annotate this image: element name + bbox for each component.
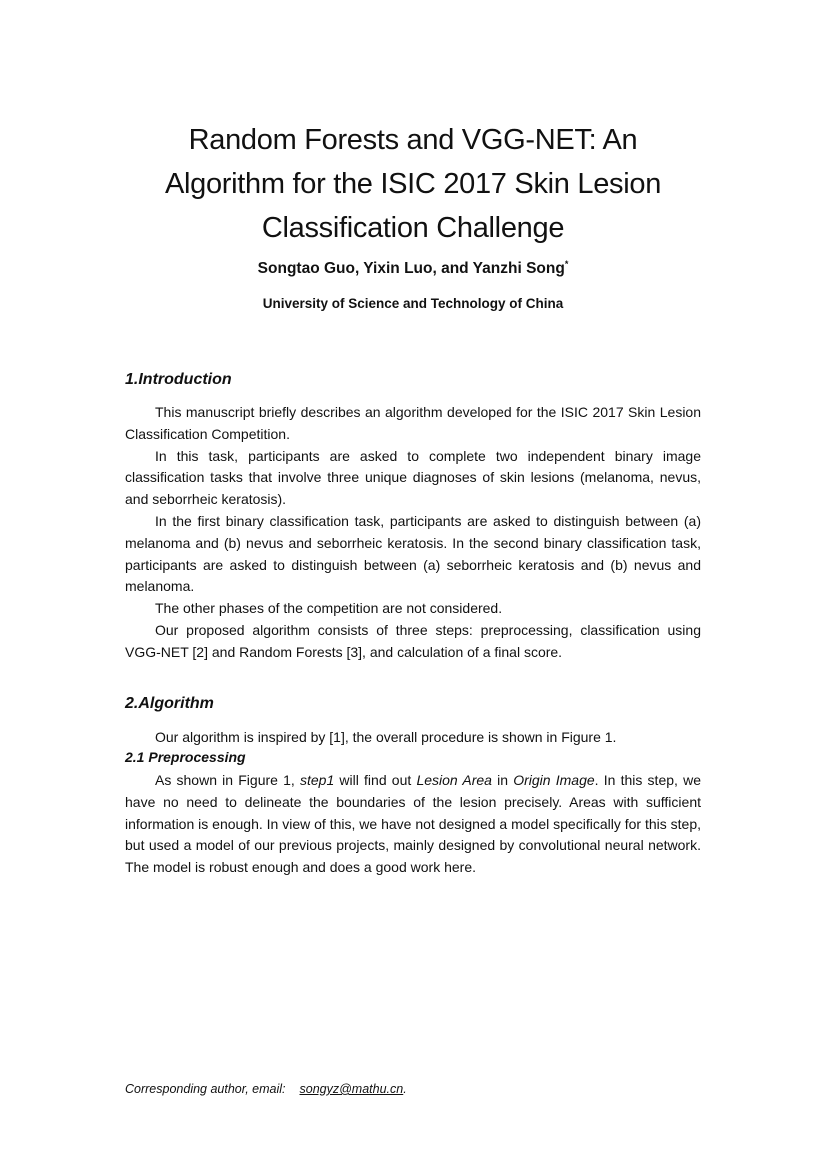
term-step1: step1: [299, 772, 335, 788]
text-run: in: [491, 772, 514, 788]
author-list: [100, 260, 726, 278]
footnote-label: Corresponding author, email:: [125, 1082, 286, 1096]
title-line-2: Algorithm for the ISIC 2017 Skin Lesion: [164, 168, 662, 200]
preprocessing-paragraph: [125, 770, 701, 879]
preprocessing-body: [125, 770, 701, 879]
intro-paragraph: In the first binary classification task, participants are asked to distinguish between (a) melanoma and (b) nevus and seborrheic keratosis. In the second binary classification task, participants are asked to distinguish between (a) seborrheic keratosis and (b) nevus and melanoma.: [125, 512, 701, 595]
intro-paragraph: Our proposed algorithm consists of three steps: preprocessing, classification using VGG-NET [2] and Random Forests [3], and calculation of a final score.: [125, 621, 701, 660]
title-line-1: Random Forests and VGG-NET: An: [188, 124, 638, 156]
corresponding-author-mark: *: [564, 258, 569, 269]
author-names: Songtao Guo, Yixin Luo, and Yanzhi Song: [257, 260, 565, 277]
section-heading-introduction: 1.Introduction: [125, 371, 232, 388]
introduction-body: [125, 402, 701, 664]
author-email-link[interactable]: songyz@mathu.cn: [299, 1082, 404, 1096]
algorithm-paragraph: Our algorithm is inspired by [1], the overall procedure is shown in Figure 1.: [155, 729, 617, 745]
algorithm-intro: [125, 727, 701, 749]
term-origin-image: Origin Image: [513, 772, 595, 788]
subsection-heading-preprocessing: 2.1 Preprocessing: [125, 749, 246, 765]
affiliation: University of Science and Technology of China: [262, 296, 564, 311]
intro-paragraph: In this task, participants are asked to complete two independent binary image classification tasks that involve three unique diagnoses of skin lesions (melanoma, nevus, and seborrheic keratosis).: [125, 447, 701, 508]
text-run: As shown in Figure 1,: [155, 772, 300, 788]
intro-paragraph: The other phases of the competition are not considered.: [155, 600, 503, 617]
footnote-end: .: [403, 1082, 407, 1096]
term-lesion-area: Lesion Area: [416, 772, 492, 788]
text-run: . In this step, we have no need to delineate the boundaries of the lesion precisely. Areas with sufficient information is enough. In view of this, we have not designed a model specifically for this step, but used a model of our previous projects, mainly designed by convolutional neural network. The model is robust enough and does a good work here.: [125, 772, 701, 876]
corresponding-author-footnote: [125, 1082, 407, 1096]
title-line-3: Classification Challenge: [261, 212, 565, 244]
text-run: will find out: [334, 772, 417, 788]
intro-paragraph: This manuscript briefly describes an algorithm developed for the ISIC 2017 Skin Lesion Classification Competition.: [125, 404, 701, 442]
paper-title: [100, 118, 726, 250]
section-heading-algorithm: 2.Algorithm: [125, 695, 214, 712]
